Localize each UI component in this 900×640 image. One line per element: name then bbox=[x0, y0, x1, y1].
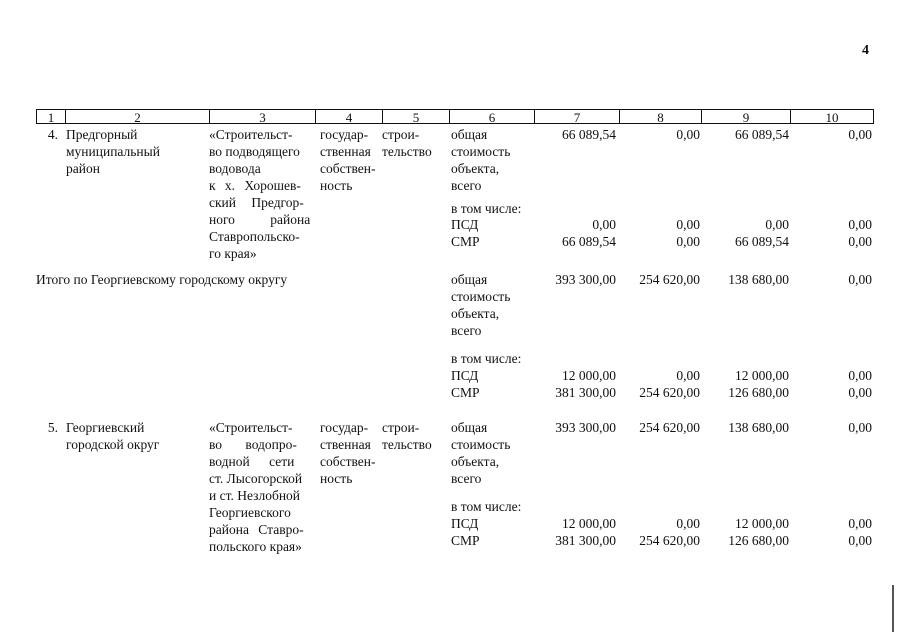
total-label-line: всего bbox=[451, 178, 482, 193]
psd-label: ПСД bbox=[451, 368, 479, 383]
smr-col7: 381 300,00 bbox=[555, 533, 616, 548]
cost-labels bbox=[451, 419, 510, 487]
column-header-5: 5 bbox=[382, 109, 450, 124]
total-col9: 138 680,00 bbox=[728, 272, 789, 287]
total-label-line: стоимость bbox=[451, 289, 511, 304]
smr-col9: 66 089,54 bbox=[735, 234, 789, 249]
psd-col10: 0,00 bbox=[848, 368, 872, 383]
object-name-line: ский Предгор- bbox=[209, 195, 304, 210]
object-name-line: «Строительст- bbox=[209, 127, 293, 142]
ownership-line: собствен- bbox=[320, 454, 376, 469]
smr-col10: 0,00 bbox=[848, 234, 872, 249]
smr-col9: 126 680,00 bbox=[728, 533, 789, 548]
cost-labels bbox=[451, 271, 510, 339]
column-header-4: 4 bbox=[315, 109, 383, 124]
ownership-line: ность bbox=[320, 471, 353, 486]
work-type-line: тельство bbox=[382, 144, 432, 159]
municipality-name-line: Георгиевский bbox=[66, 420, 145, 435]
smr-col10: 0,00 bbox=[848, 385, 872, 400]
total-label-line: общая bbox=[451, 420, 488, 435]
work-type bbox=[382, 419, 432, 453]
total-label-line: объекта, bbox=[451, 161, 500, 176]
municipality-name bbox=[66, 126, 160, 177]
psd-col7: 12 000,00 bbox=[562, 368, 616, 383]
including-label: в том числе: bbox=[451, 499, 522, 514]
object-name-line: водной сети bbox=[209, 454, 295, 469]
psd-col7: 0,00 bbox=[592, 217, 616, 232]
smr-col7: 381 300,00 bbox=[555, 385, 616, 400]
psd-col8: 0,00 bbox=[676, 516, 700, 531]
municipality-name bbox=[66, 419, 159, 453]
column-header-6: 6 bbox=[449, 109, 535, 124]
total-col8: 254 620,00 bbox=[639, 420, 700, 435]
object-name-line: во водопро- bbox=[209, 437, 297, 452]
municipality-name-line: район bbox=[66, 161, 100, 176]
total-label-line: стоимость bbox=[451, 144, 511, 159]
ownership-line: ственная bbox=[320, 437, 371, 452]
work-type-line: строи- bbox=[382, 420, 420, 435]
smr-col7: 66 089,54 bbox=[562, 234, 616, 249]
work-type-line: строи- bbox=[382, 127, 420, 142]
smr-col10: 0,00 bbox=[848, 533, 872, 548]
row-number: 5. bbox=[47, 420, 58, 435]
total-label-line: объекта, bbox=[451, 306, 500, 321]
total-col7: 66 089,54 bbox=[562, 127, 616, 142]
smr-label: СМР bbox=[451, 385, 480, 400]
column-header-8: 8 bbox=[619, 109, 702, 124]
total-label-line: общая bbox=[451, 272, 488, 287]
total-col10: 0,00 bbox=[848, 420, 872, 435]
psd-col10: 0,00 bbox=[848, 217, 872, 232]
psd-col9: 12 000,00 bbox=[735, 516, 789, 531]
ownership-line: государ- bbox=[320, 420, 369, 435]
smr-col8: 254 620,00 bbox=[639, 385, 700, 400]
column-header-1: 1 bbox=[36, 109, 66, 124]
object-name-line: ст. Лысогорской bbox=[209, 471, 303, 486]
total-col7: 393 300,00 bbox=[555, 272, 616, 287]
psd-label: ПСД bbox=[451, 516, 479, 531]
total-col10: 0,00 bbox=[848, 272, 872, 287]
object-name bbox=[209, 126, 315, 262]
total-col9: 138 680,00 bbox=[728, 420, 789, 435]
psd-label: ПСД bbox=[451, 217, 479, 232]
object-name-line: во подводящего bbox=[209, 144, 300, 159]
column-header-10: 10 bbox=[790, 109, 874, 124]
ownership-line: ственная bbox=[320, 144, 371, 159]
total-label-line: всего bbox=[451, 471, 482, 486]
object-name-line: района Ставро- bbox=[209, 522, 304, 537]
row-number: 4. bbox=[47, 127, 58, 142]
object-name-line: го края» bbox=[209, 246, 257, 261]
smr-col9: 126 680,00 bbox=[728, 385, 789, 400]
smr-col8: 254 620,00 bbox=[639, 533, 700, 548]
including-label: в том числе: bbox=[451, 351, 522, 366]
object-name-line: и ст. Незлобной bbox=[209, 488, 301, 503]
smr-col8: 0,00 bbox=[676, 234, 700, 249]
smr-label: СМР bbox=[451, 533, 480, 548]
ownership-line: собствен- bbox=[320, 161, 376, 176]
total-col8: 0,00 bbox=[676, 127, 700, 142]
column-header-9: 9 bbox=[701, 109, 791, 124]
smr-label: СМР bbox=[451, 234, 480, 249]
work-type bbox=[382, 126, 432, 160]
municipality-name-line: городской округ bbox=[66, 437, 160, 452]
ownership-line: ность bbox=[320, 178, 353, 193]
total-col9: 66 089,54 bbox=[735, 127, 789, 142]
including-label: в том числе: bbox=[451, 201, 522, 216]
total-label-line: всего bbox=[451, 323, 482, 338]
object-name-line: к х. Хорошев- bbox=[209, 178, 301, 193]
object-name-line: Георгиевского bbox=[209, 505, 291, 520]
work-type-line: тельство bbox=[382, 437, 432, 452]
column-header-3: 3 bbox=[209, 109, 316, 124]
municipality-name-line: муниципальный bbox=[66, 144, 160, 159]
total-label-line: стоимость bbox=[451, 437, 511, 452]
psd-col8: 0,00 bbox=[676, 368, 700, 383]
psd-col7: 12 000,00 bbox=[562, 516, 616, 531]
object-name-line: польского края» bbox=[209, 539, 302, 554]
total-col8: 254 620,00 bbox=[639, 272, 700, 287]
column-header-7: 7 bbox=[534, 109, 620, 124]
object-name-line: ного района bbox=[209, 212, 311, 227]
page-number: 4 bbox=[862, 43, 869, 58]
municipality-name-line: Предгорный bbox=[66, 127, 138, 142]
psd-col10: 0,00 bbox=[848, 516, 872, 531]
ownership-type bbox=[320, 419, 376, 487]
total-label-line: общая bbox=[451, 127, 488, 142]
psd-col8: 0,00 bbox=[676, 217, 700, 232]
ownership-line: государ- bbox=[320, 127, 369, 142]
scan-edge-line bbox=[892, 585, 894, 632]
column-header-2: 2 bbox=[65, 109, 210, 124]
psd-col9: 12 000,00 bbox=[735, 368, 789, 383]
object-name bbox=[209, 419, 315, 555]
psd-col9: 0,00 bbox=[765, 217, 789, 232]
cost-labels bbox=[451, 126, 510, 194]
object-name-line: «Строительст- bbox=[209, 420, 293, 435]
total-col7: 393 300,00 bbox=[555, 420, 616, 435]
object-name-line: Ставропольско- bbox=[209, 229, 300, 244]
ownership-type bbox=[320, 126, 376, 194]
total-label-line: объекта, bbox=[451, 454, 500, 469]
total-col10: 0,00 bbox=[848, 127, 872, 142]
summary-label: Итого по Георгиевскому городскому округу bbox=[36, 272, 288, 287]
object-name-line: водовода bbox=[209, 161, 261, 176]
